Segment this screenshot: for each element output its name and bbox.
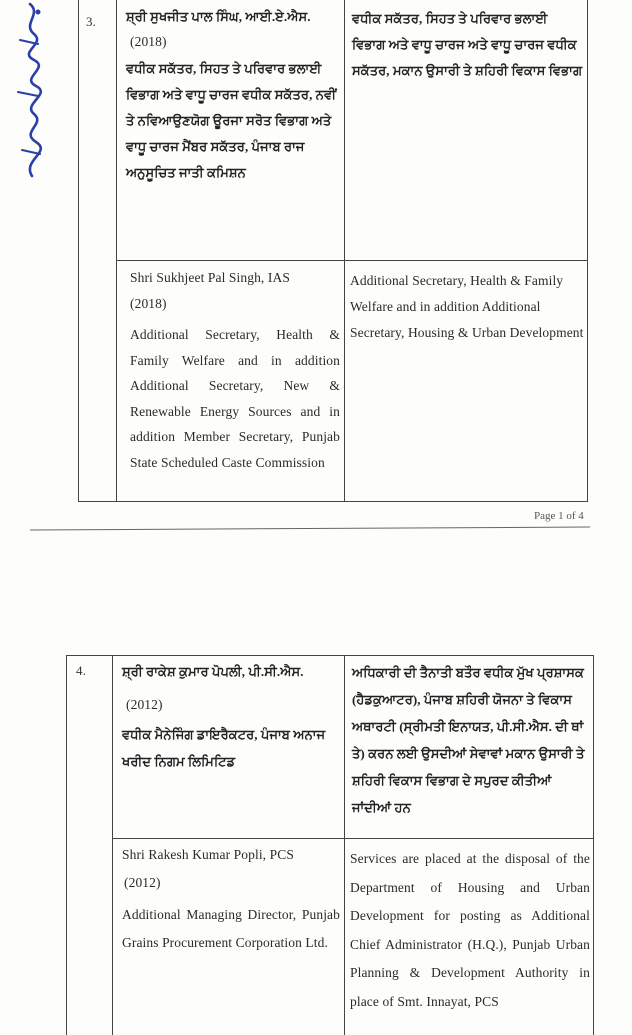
new-posting-punjabi: ਅਧਿਕਾਰੀ ਦੀ ਤੈਨਾਤੀ ਬਤੌਰ ਵਧੀਕ ਮੁੱਖ ਪ੍ਰਸ਼ਾਸਕ (ਹੈਡਕੁਆਟਰ), ਪੰਜਾਬ ਸ਼ਹਿਰੀ ਯੋਜਨਾ ਤੇ ਵਿਕਾਸ ਅਥਾਰਟੀ (ਸ੍ਰੀਮਤੀ ਇਨਾਯਤ, ਪੀ.ਸੀ.ਐਸ. ਦੀ ਥਾਂ ਤੇ) ਕਰਨ ਲਈ ਉਸਦੀਆਂ ਸੇਵਾਵਾਂ ਮਕਾਨ ਉਸਾਰੀ ਤੇ ਸ਼ਹਿਰੀ ਵਿਕਾਸ ਵਿਭਾਗ ਦੇ ਸਪੁਰਦ ਕੀਤੀਆਂ ਜਾਂਦੀਆਂ ਹਨ: [352, 665, 585, 815]
current-post-punjabi: ਵਧੀਕ ਮੈਨੇਜਿੰਗ ਡਾਇਰੈਕਟਰ, ਪੰਜਾਬ ਅਨਾਜ ਖਰੀਦ ਨਿਗਮ ਲਿਮਿਟਿਡ: [122, 727, 326, 769]
officer-year-punjabi: (2018): [130, 34, 167, 49]
officer-name-punjabi: ਸ਼੍ਰੀ ਸੁਖਜੀਤ ਪਾਲ ਸਿੰਘ, ਆਈ.ਏ.ਐਸ.: [126, 9, 311, 24]
officer-year-english: (2018): [130, 296, 167, 311]
officer-year-punjabi: (2012): [126, 697, 163, 712]
row-number: 3.: [86, 14, 96, 29]
new-posting-english: Additional Secretary, Health & Family Welfare and in addition Additional Secretary, Housing & Urban Development: [350, 273, 584, 340]
officer-name-english: Shri Rakesh Kumar Popli, PCS: [122, 847, 294, 862]
officer-name-english: Shri Sukhjeet Pal Singh, IAS: [130, 270, 290, 285]
current-post-english: Additional Secretary, Health & Family Welfare and in addition Additional Secretary, New & Renewable Energy Sources and in addition Member Secretary, Punjab State Scheduled Caste Commission: [130, 327, 340, 470]
page-bottom-rule: [30, 527, 590, 531]
officer-year-english: (2012): [124, 875, 161, 890]
officer-name-punjabi: ਸ਼੍ਰੀ ਰਾਕੇਸ਼ ਕੁਮਾਰ ਪੋਪਲੀ, ਪੀ.ਸੀ.ਐਸ.: [122, 664, 304, 679]
new-posting-punjabi: ਵਧੀਕ ਸਕੱਤਰ, ਸਿਹਤ ਤੇ ਪਰਿਵਾਰ ਭਲਾਈ ਵਿਭਾਗ ਅਤੇ ਵਾਧੂ ਚਾਰਜ ਅਤੇ ਵਾਧੂ ਚਾਰਜ ਵਧੀਕ ਸਕੱਤਰ, ਮਕਾਨ ਉਸਾਰੀ ਤੇ ਸ਼ਹਿਰੀ ਵਿਕਾਸ ਵਿਭਾਗ: [352, 11, 583, 78]
col-divider-2: [344, 655, 345, 1035]
new-posting-english: Services are placed at the disposal of the Department of Housing and Urban Development for posting as Additional Chief Administrator (H.Q.), Punjab Urban Planning & Development Authority in place of Smt. Innayat, PCS: [350, 851, 590, 1009]
page-number: Page 1 of 4: [534, 510, 584, 522]
row-split-3: [116, 260, 588, 261]
row-split-4: [112, 838, 594, 839]
document-page-2: [0, 655, 632, 1024]
current-post-punjabi: ਵਧੀਕ ਸਕੱਤਰ, ਸਿਹਤ ਤੇ ਪਰਿਵਾਰ ਭਲਾਈ ਵਿਭਾਗ ਅਤੇ ਵਾਧੂ ਚਾਰਜ ਵਧੀਕ ਸਕੱਤਰ, ਨਵੀਂ ਤੇ ਨਵਿਆਉਣਯੋਗ ਊਰਜਾ ਸਰੋਤ ਵਿਭਾਗ ਅਤੇ ਵਾਧੂ ਚਾਰਜ ਮੈਂਬਰ ਸਕੱਤਰ, ਪੰਜਾਬ ਰਾਜ ਅਨੁਸੂਚਿਤ ਜਾਤੀ ਕਮਿਸ਼ਨ: [126, 61, 337, 180]
col-divider-1: [116, 0, 117, 502]
row-number: 4.: [76, 663, 86, 678]
current-post-english: Additional Managing Director, Punjab Grains Procurement Corporation Ltd.: [122, 907, 340, 950]
col-divider-2: [344, 0, 345, 502]
col-divider-1: [112, 655, 113, 1035]
signature-mark: [8, 0, 48, 190]
